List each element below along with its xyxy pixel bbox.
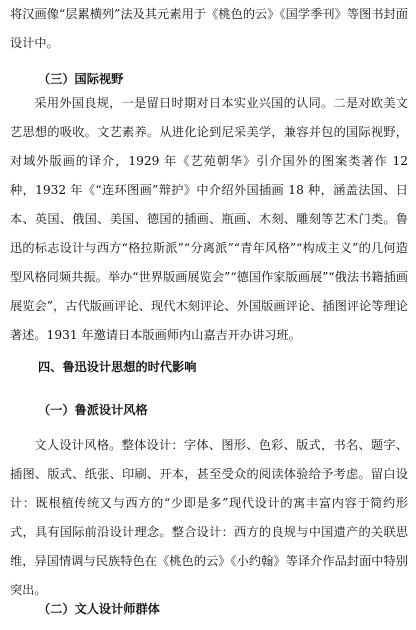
section-heading-lu-school-style: （一）鲁派设计风格 [38, 403, 148, 417]
intro-paragraph-tail: 将汉画像“层累横列”法及其元素用于《桃色的云》《国学季刊》等图书封面设计中。 [10, 7, 408, 50]
section-heading-literati-designers: （二）文人设计师群体 [38, 602, 160, 616]
chapter-heading-era-influence: 四、鲁迅设计思想的时代影响 [38, 360, 197, 374]
section-heading-international-vision: （三）国际视野 [38, 72, 124, 86]
lu-school-style-paragraph: 文人设计风格。整体设计：字体、图形、色彩、版式，书名、题字、插图、版式、纸张、印刷、开本，甚至受众的阅读体验给予考虑。留白设计：既根植传统又与西方的“少即是多”现代设计的寓丰富内容于简约形式，具有国际前沿设计理念。整合设计：西方的良规与中国遗产的关联思维，异国情调与民族特色在《桃色的云》《小约翰》等译介作品封面中特别突出。 [10, 438, 408, 597]
international-vision-paragraph: 采用外国良规，一是留日时期对日本实业兴国的认同。二是对欧美文艺思想的吸收。文艺素养。从进化论到尼采美学，兼容并包的国际视野，对域外版画的译介，1929 年《艺苑朝华》引介国外的图案类著作 12 种，1932 年《“连环图画”辩护》中介绍外国插画 18 种，涵盖法国、日本、英国、俄国、美国、德国的插画、瓶画、木刻、雕刻等艺术门类。鲁迅的标志设计与西方“格拉斯派”“分离派”“青年风格”“构成主义”的几何造型风格同频共振。举办“世界版画展览会”“德国作家版画展”“俄法书籍插画展览会”，古代版画评论、现代木刻评论、外国版画评论、插图评论等理论著述。1931 年邀请日本版画师内山嘉吉开办讲习班。 [10, 96, 408, 342]
